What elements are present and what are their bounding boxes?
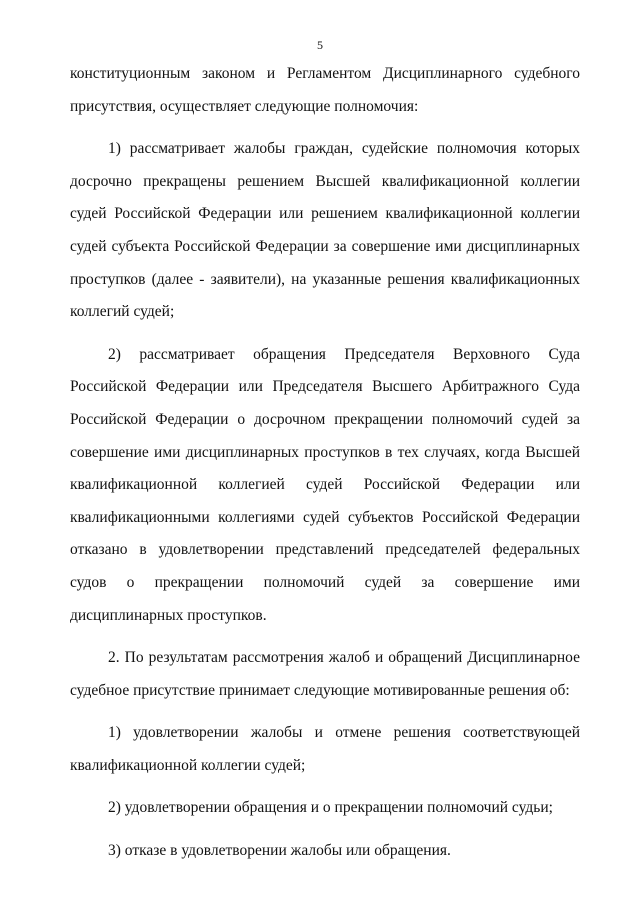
paragraph-item-1: 1) рассматривает жалобы граждан, судейские полномочия которых досрочно прекращены решением Высшей квалификационной коллегии судей Российской Федерации или решением квалификационной коллегии судей субъекта Российской Федерации за совершение ими дисциплинарных проступков (далее - заявители), на указанные решения квалификационных коллегий судей;	[70, 140, 580, 321]
paragraph-section-2: 2. По результатам рассмотрения жалоб и обращений Дисциплинарное судебное присутствие принимает следующие мотивированные решения об:	[70, 649, 580, 699]
paragraph-decision-2: 2) удовлетворении обращения и о прекращении полномочий судьи;	[108, 799, 553, 817]
paragraph-decision-3: 3) отказе в удовлетворении жалобы или обращения.	[108, 842, 451, 860]
paragraph-item-2: 2) рассматривает обращения Председателя Верховного Суда Российской Федерации или Председателя Высшего Арбитражного Суда Российской Федерации о досрочном прекращении полномочий судей за совершение ими дисциплинарных проступков в тех случаях, когда Высшей квалификационной коллегией судей Российской Федерации или квалификационными коллегиями судей субъектов Российской Федерации отказано в удовлетворении представлений председателей федеральных судов о прекращении полномочий судей за совершение ими дисциплинарных проступков.	[70, 345, 580, 624]
paragraph-continuation: конституционным законом и Регламентом Дисциплинарного судебного присутствия, осуществляет следующие полномочия:	[70, 65, 580, 115]
page-number: 5	[317, 38, 323, 52]
paragraph-decision-1: 1) удовлетворении жалобы и отмене решения соответствующей квалификационной коллегии судей;	[70, 724, 580, 774]
document-body	[70, 58, 580, 868]
